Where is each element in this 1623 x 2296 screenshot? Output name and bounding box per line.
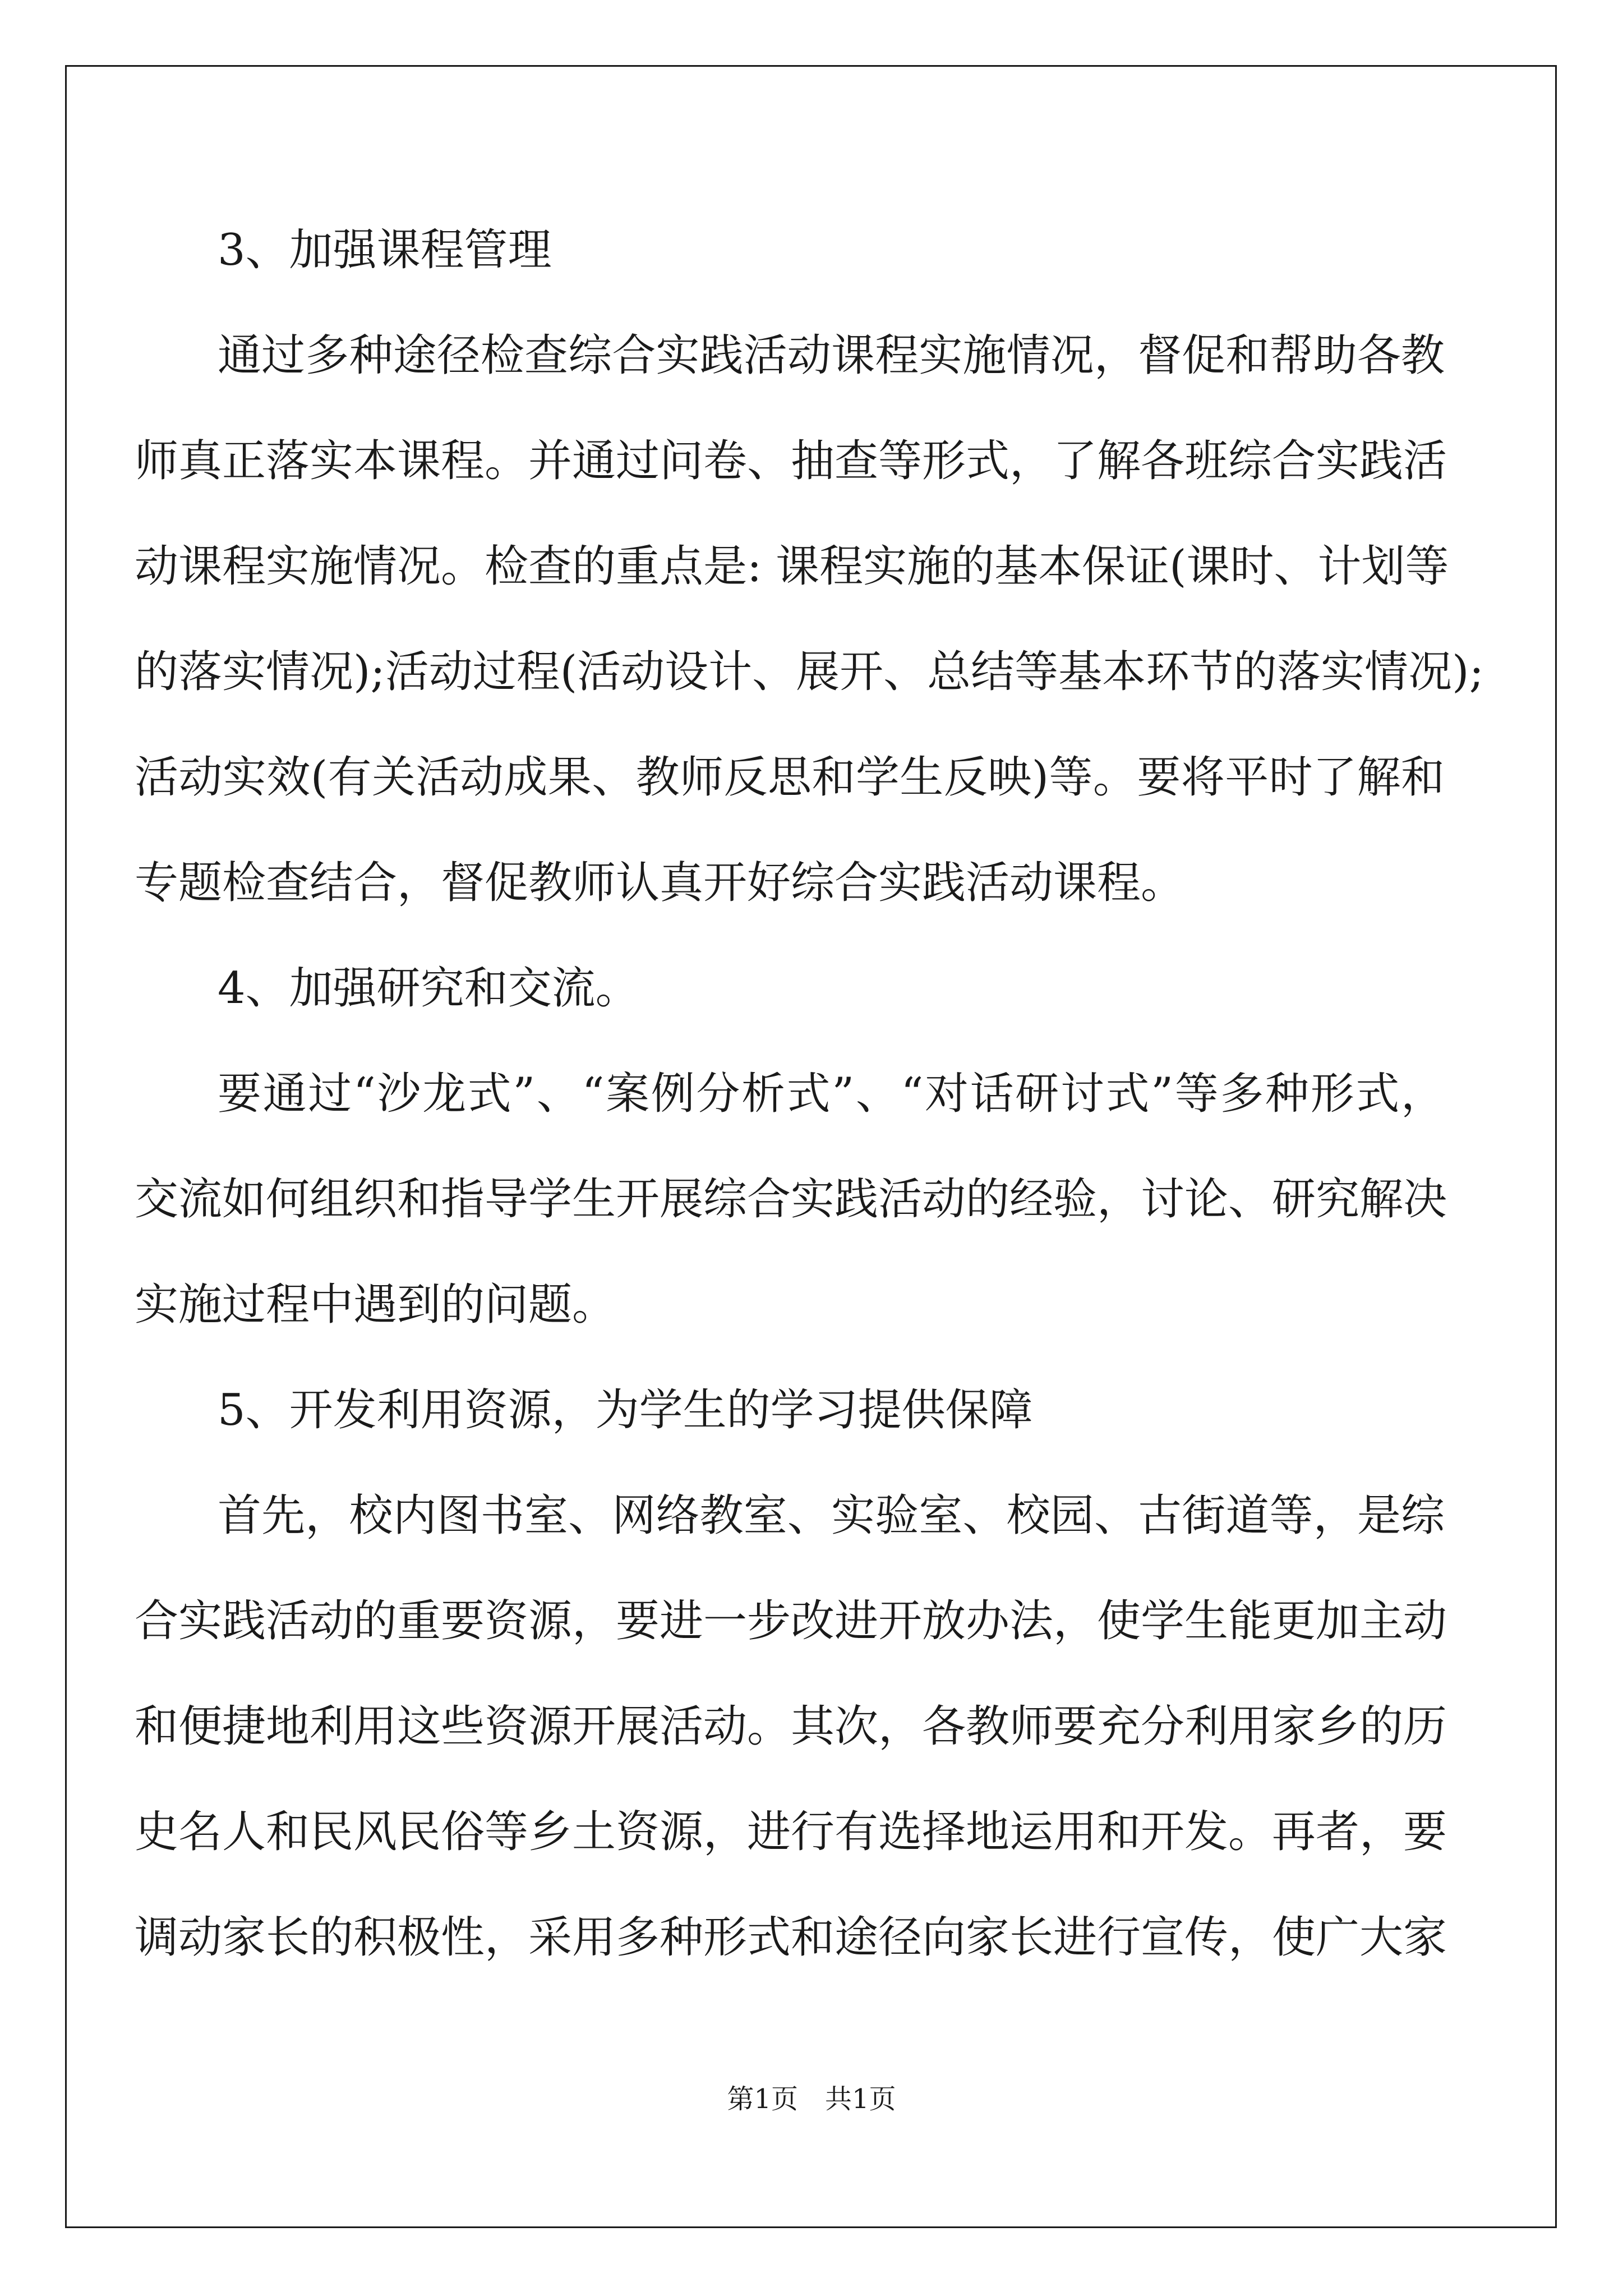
- page-total: 共1页: [825, 2083, 896, 2115]
- paragraph-line: 要通过“沙龙式”、“案例分析式”、“对话研讨式”等多种形式，: [218, 1069, 1445, 1119]
- page-footer: [0, 2077, 1623, 2122]
- paragraph-line: 和便捷地利用这些资源开展活动。其次，各教师要充分利用家乡的历: [135, 1701, 1447, 1752]
- section-heading-3: 3、加强课程管理: [218, 225, 552, 275]
- paragraph-line: 的落实情况);活动过程(活动设计、展开、总结等基本环节的落实情况);: [135, 647, 1484, 697]
- paragraph-line: 动课程实施情况。检查的重点是: 课程实施的基本保证(课时、计划等: [135, 541, 1449, 592]
- paragraph-line: 首先，校内图书室、网络教室、实验室、校园、古街道等，是综: [218, 1490, 1445, 1541]
- paragraph-line: 交流如何组织和指导学生开展综合实践活动的经验，讨论、研究解决: [135, 1174, 1447, 1225]
- paragraph-line: 史名人和民风民俗等乡土资源，进行有选择地运用和开发。再者，要: [135, 1807, 1447, 1857]
- paragraph-line: 调动家长的积极性，采用多种形式和途径向家长进行宣传，使广大家: [135, 1912, 1447, 1963]
- paragraph-line: 师真正落实本课程。并通过问卷、抽查等形式，了解各班综合实践活: [135, 436, 1447, 486]
- paragraph-line: 活动实效(有关活动成果、教师反思和学生反映)等。要将平时了解和: [135, 752, 1445, 803]
- section-heading-5: 5、开发利用资源，为学生的学习提供保障: [218, 1385, 1033, 1435]
- paragraph-line: 专题检查结合，督促教师认真开好综合实践活动课程。: [135, 858, 1185, 908]
- page-number: 第1页: [727, 2083, 798, 2115]
- paragraph-line: 通过多种途径检查综合实践活动课程实施情况，督促和帮助各教: [218, 330, 1445, 381]
- paragraph-line: 实施过程中遇到的问题。: [135, 1280, 616, 1330]
- paragraph-line: 合实践活动的重要资源，要进一步改进开放办法，使学生能更加主动: [135, 1596, 1447, 1646]
- section-heading-4: 4、加强研究和交流。: [218, 963, 639, 1014]
